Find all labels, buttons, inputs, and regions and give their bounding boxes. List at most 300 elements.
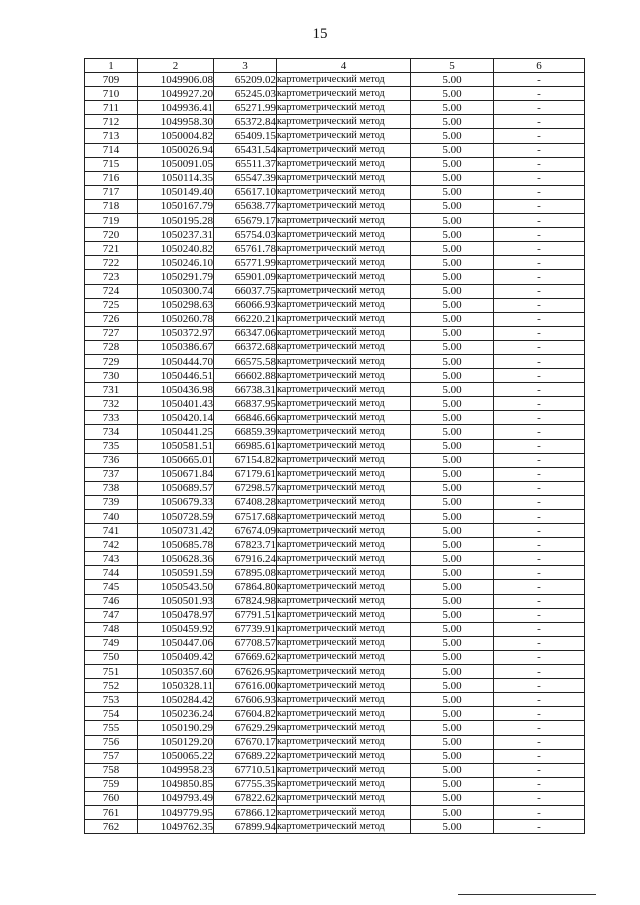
x-coordinate-cell: 1050149.40 <box>138 185 214 199</box>
y-coordinate-cell: 65901.09 <box>214 270 277 284</box>
note-cell: - <box>494 820 585 834</box>
column-header: 5 <box>411 59 494 73</box>
y-coordinate-cell: 67604.82 <box>214 707 277 721</box>
note-cell: - <box>494 284 585 298</box>
table-row <box>85 87 585 101</box>
method-cell: картометрический метод <box>277 693 411 707</box>
point-number-cell: 718 <box>85 199 138 213</box>
table-row <box>85 298 585 312</box>
method-cell: картометрический метод <box>277 397 411 411</box>
method-cell: картометрический метод <box>277 622 411 636</box>
table-header-row <box>85 59 585 73</box>
table-row <box>85 256 585 270</box>
point-number-cell: 761 <box>85 805 138 819</box>
accuracy-cell: 5.00 <box>411 171 494 185</box>
method-cell: картометрический метод <box>277 650 411 664</box>
method-cell: картометрический метод <box>277 411 411 425</box>
method-cell: картометрический метод <box>277 115 411 129</box>
table-row <box>85 326 585 340</box>
method-cell: картометрический метод <box>277 763 411 777</box>
x-coordinate-cell: 1049927.20 <box>138 87 214 101</box>
table-row <box>85 270 585 284</box>
table-row <box>85 566 585 580</box>
point-number-cell: 758 <box>85 763 138 777</box>
table-row <box>85 453 585 467</box>
note-cell: - <box>494 199 585 213</box>
y-coordinate-cell: 67916.24 <box>214 552 277 566</box>
y-coordinate-cell: 67708.57 <box>214 636 277 650</box>
y-coordinate-cell: 65754.03 <box>214 228 277 242</box>
accuracy-cell: 5.00 <box>411 298 494 312</box>
x-coordinate-cell: 1050240.82 <box>138 242 214 256</box>
y-coordinate-cell: 67408.28 <box>214 495 277 509</box>
x-coordinate-cell: 1049779.95 <box>138 805 214 819</box>
accuracy-cell: 5.00 <box>411 524 494 538</box>
method-cell: картометрический метод <box>277 312 411 326</box>
column-header: 1 <box>85 59 138 73</box>
page-number: 15 <box>312 26 328 42</box>
table-row <box>85 185 585 199</box>
method-cell: картометрический метод <box>277 552 411 566</box>
x-coordinate-cell: 1050300.74 <box>138 284 214 298</box>
note-cell: - <box>494 636 585 650</box>
x-coordinate-cell: 1050581.51 <box>138 439 214 453</box>
y-coordinate-cell: 66372.68 <box>214 340 277 354</box>
point-number-cell: 726 <box>85 312 138 326</box>
y-coordinate-cell: 67824.98 <box>214 594 277 608</box>
method-cell: картометрический метод <box>277 439 411 453</box>
y-coordinate-cell: 67710.51 <box>214 763 277 777</box>
y-coordinate-cell: 67154.82 <box>214 453 277 467</box>
table-row <box>85 115 585 129</box>
x-coordinate-cell: 1050679.33 <box>138 495 214 509</box>
x-coordinate-cell: 1049936.41 <box>138 101 214 115</box>
table-row <box>85 467 585 481</box>
point-number-cell: 756 <box>85 735 138 749</box>
point-number-cell: 711 <box>85 101 138 115</box>
x-coordinate-cell: 1050401.43 <box>138 397 214 411</box>
method-cell: картометрический метод <box>277 510 411 524</box>
x-coordinate-cell: 1050284.42 <box>138 693 214 707</box>
point-number-cell: 728 <box>85 340 138 354</box>
y-coordinate-cell: 65547.39 <box>214 171 277 185</box>
x-coordinate-cell: 1050478.97 <box>138 608 214 622</box>
accuracy-cell: 5.00 <box>411 214 494 228</box>
accuracy-cell: 5.00 <box>411 228 494 242</box>
accuracy-cell: 5.00 <box>411 749 494 763</box>
accuracy-cell: 5.00 <box>411 636 494 650</box>
note-cell: - <box>494 242 585 256</box>
point-number-cell: 732 <box>85 397 138 411</box>
note-cell: - <box>494 312 585 326</box>
x-coordinate-cell: 1050065.22 <box>138 749 214 763</box>
point-number-cell: 725 <box>85 298 138 312</box>
point-number-cell: 745 <box>85 580 138 594</box>
y-coordinate-cell: 67755.35 <box>214 777 277 791</box>
x-coordinate-cell: 1050420.14 <box>138 411 214 425</box>
table-row <box>85 552 585 566</box>
point-number-cell: 753 <box>85 693 138 707</box>
method-cell: картометрический метод <box>277 354 411 368</box>
accuracy-cell: 5.00 <box>411 820 494 834</box>
y-coordinate-cell: 66602.88 <box>214 369 277 383</box>
table-row <box>85 721 585 735</box>
method-cell: картометрический метод <box>277 594 411 608</box>
method-cell: картометрический метод <box>277 369 411 383</box>
note-cell: - <box>494 171 585 185</box>
column-header: 6 <box>494 59 585 73</box>
y-coordinate-cell: 67629.29 <box>214 721 277 735</box>
point-number-cell: 759 <box>85 777 138 791</box>
method-cell: картометрический метод <box>277 707 411 721</box>
x-coordinate-cell: 1050501.93 <box>138 594 214 608</box>
point-number-cell: 720 <box>85 228 138 242</box>
y-coordinate-cell: 67674.09 <box>214 524 277 538</box>
x-coordinate-cell: 1050195.28 <box>138 214 214 228</box>
accuracy-cell: 5.00 <box>411 425 494 439</box>
point-number-cell: 712 <box>85 115 138 129</box>
note-cell: - <box>494 777 585 791</box>
y-coordinate-cell: 67895.08 <box>214 566 277 580</box>
accuracy-cell: 5.00 <box>411 777 494 791</box>
method-cell: картометрический метод <box>277 820 411 834</box>
accuracy-cell: 5.00 <box>411 73 494 87</box>
point-number-cell: 755 <box>85 721 138 735</box>
x-coordinate-cell: 1050372.97 <box>138 326 214 340</box>
note-cell: - <box>494 665 585 679</box>
table-row <box>85 622 585 636</box>
point-number-cell: 716 <box>85 171 138 185</box>
x-coordinate-cell: 1050260.78 <box>138 312 214 326</box>
x-coordinate-cell: 1050671.84 <box>138 467 214 481</box>
accuracy-cell: 5.00 <box>411 763 494 777</box>
point-number-cell: 719 <box>85 214 138 228</box>
note-cell: - <box>494 143 585 157</box>
x-coordinate-cell: 1049906.08 <box>138 73 214 87</box>
accuracy-cell: 5.00 <box>411 481 494 495</box>
y-coordinate-cell: 65638.77 <box>214 199 277 213</box>
x-coordinate-cell: 1050291.79 <box>138 270 214 284</box>
method-cell: картометрический метод <box>277 284 411 298</box>
note-cell: - <box>494 510 585 524</box>
method-cell: картометрический метод <box>277 636 411 650</box>
table-row <box>85 369 585 383</box>
x-coordinate-cell: 1050731.42 <box>138 524 214 538</box>
note-cell: - <box>494 693 585 707</box>
x-coordinate-cell: 1050328.11 <box>138 679 214 693</box>
point-number-cell: 751 <box>85 665 138 679</box>
table-row <box>85 284 585 298</box>
note-cell: - <box>494 326 585 340</box>
x-coordinate-cell: 1050129.20 <box>138 735 214 749</box>
point-number-cell: 762 <box>85 820 138 834</box>
accuracy-cell: 5.00 <box>411 665 494 679</box>
point-number-cell: 757 <box>85 749 138 763</box>
y-coordinate-cell: 67616.00 <box>214 679 277 693</box>
point-number-cell: 746 <box>85 594 138 608</box>
point-number-cell: 736 <box>85 453 138 467</box>
table-body <box>85 73 585 834</box>
note-cell: - <box>494 157 585 171</box>
accuracy-cell: 5.00 <box>411 439 494 453</box>
y-coordinate-cell: 66738.31 <box>214 383 277 397</box>
method-cell: картометрический метод <box>277 298 411 312</box>
y-coordinate-cell: 65617.10 <box>214 185 277 199</box>
accuracy-cell: 5.00 <box>411 340 494 354</box>
accuracy-cell: 5.00 <box>411 608 494 622</box>
note-cell: - <box>494 524 585 538</box>
method-cell: картометрический метод <box>277 171 411 185</box>
note-cell: - <box>494 101 585 115</box>
x-coordinate-cell: 1049958.30 <box>138 115 214 129</box>
table-row <box>85 199 585 213</box>
note-cell: - <box>494 340 585 354</box>
accuracy-cell: 5.00 <box>411 791 494 805</box>
table-row <box>85 707 585 721</box>
x-coordinate-cell: 1050444.70 <box>138 354 214 368</box>
table-row <box>85 143 585 157</box>
accuracy-cell: 5.00 <box>411 270 494 284</box>
method-cell: картометрический метод <box>277 749 411 763</box>
note-cell: - <box>494 411 585 425</box>
table-row <box>85 214 585 228</box>
y-coordinate-cell: 67179.61 <box>214 467 277 481</box>
note-cell: - <box>494 580 585 594</box>
point-number-cell: 752 <box>85 679 138 693</box>
method-cell: картометрический метод <box>277 242 411 256</box>
accuracy-cell: 5.00 <box>411 157 494 171</box>
accuracy-cell: 5.00 <box>411 369 494 383</box>
table-row <box>85 636 585 650</box>
y-coordinate-cell: 67689.22 <box>214 749 277 763</box>
table-row <box>85 171 585 185</box>
point-number-cell: 710 <box>85 87 138 101</box>
accuracy-cell: 5.00 <box>411 538 494 552</box>
method-cell: картометрический метод <box>277 270 411 284</box>
note-cell: - <box>494 87 585 101</box>
method-cell: картометрический метод <box>277 721 411 735</box>
y-coordinate-cell: 66859.39 <box>214 425 277 439</box>
note-cell: - <box>494 453 585 467</box>
method-cell: картометрический метод <box>277 101 411 115</box>
y-coordinate-cell: 67822.62 <box>214 791 277 805</box>
point-number-cell: 721 <box>85 242 138 256</box>
accuracy-cell: 5.00 <box>411 101 494 115</box>
point-number-cell: 709 <box>85 73 138 87</box>
method-cell: картометрический метод <box>277 256 411 270</box>
y-coordinate-cell: 65409.15 <box>214 129 277 143</box>
accuracy-cell: 5.00 <box>411 622 494 636</box>
x-coordinate-cell: 1050167.79 <box>138 199 214 213</box>
table-row <box>85 820 585 834</box>
note-cell: - <box>494 383 585 397</box>
x-coordinate-cell: 1050441.25 <box>138 425 214 439</box>
x-coordinate-cell: 1050298.63 <box>138 298 214 312</box>
accuracy-cell: 5.00 <box>411 805 494 819</box>
accuracy-cell: 5.00 <box>411 552 494 566</box>
accuracy-cell: 5.00 <box>411 566 494 580</box>
table-row <box>85 679 585 693</box>
note-cell: - <box>494 721 585 735</box>
x-coordinate-cell: 1050246.10 <box>138 256 214 270</box>
point-number-cell: 715 <box>85 157 138 171</box>
accuracy-cell: 5.00 <box>411 735 494 749</box>
table-row <box>85 735 585 749</box>
y-coordinate-cell: 65771.99 <box>214 256 277 270</box>
point-number-cell: 734 <box>85 425 138 439</box>
x-coordinate-cell: 1050543.50 <box>138 580 214 594</box>
table-row <box>85 439 585 453</box>
point-number-cell: 713 <box>85 129 138 143</box>
method-cell: картометрический метод <box>277 425 411 439</box>
note-cell: - <box>494 354 585 368</box>
table-row <box>85 693 585 707</box>
point-number-cell: 754 <box>85 707 138 721</box>
accuracy-cell: 5.00 <box>411 467 494 481</box>
accuracy-cell: 5.00 <box>411 721 494 735</box>
point-number-cell: 747 <box>85 608 138 622</box>
accuracy-cell: 5.00 <box>411 707 494 721</box>
point-number-cell: 749 <box>85 636 138 650</box>
point-number-cell: 735 <box>85 439 138 453</box>
point-number-cell: 739 <box>85 495 138 509</box>
accuracy-cell: 5.00 <box>411 354 494 368</box>
x-coordinate-cell: 1050436.98 <box>138 383 214 397</box>
y-coordinate-cell: 67823.71 <box>214 538 277 552</box>
accuracy-cell: 5.00 <box>411 495 494 509</box>
column-header: 2 <box>138 59 214 73</box>
accuracy-cell: 5.00 <box>411 411 494 425</box>
y-coordinate-cell: 65271.99 <box>214 101 277 115</box>
method-cell: картометрический метод <box>277 453 411 467</box>
accuracy-cell: 5.00 <box>411 256 494 270</box>
method-cell: картометрический метод <box>277 679 411 693</box>
point-number-cell: 743 <box>85 552 138 566</box>
table-row <box>85 510 585 524</box>
accuracy-cell: 5.00 <box>411 312 494 326</box>
x-coordinate-cell: 1050026.94 <box>138 143 214 157</box>
method-cell: картометрический метод <box>277 129 411 143</box>
note-cell: - <box>494 763 585 777</box>
note-cell: - <box>494 481 585 495</box>
x-coordinate-cell: 1050446.51 <box>138 369 214 383</box>
note-cell: - <box>494 115 585 129</box>
note-cell: - <box>494 791 585 805</box>
note-cell: - <box>494 369 585 383</box>
table-row <box>85 749 585 763</box>
note-cell: - <box>494 270 585 284</box>
note-cell: - <box>494 594 585 608</box>
x-coordinate-cell: 1050190.29 <box>138 721 214 735</box>
point-number-cell: 722 <box>85 256 138 270</box>
table-row <box>85 777 585 791</box>
x-coordinate-cell: 1050237.31 <box>138 228 214 242</box>
method-cell: картометрический метод <box>277 326 411 340</box>
note-cell: - <box>494 707 585 721</box>
x-coordinate-cell: 1050004.82 <box>138 129 214 143</box>
note-cell: - <box>494 679 585 693</box>
accuracy-cell: 5.00 <box>411 87 494 101</box>
note-cell: - <box>494 552 585 566</box>
column-header: 3 <box>214 59 277 73</box>
table-row <box>85 594 585 608</box>
accuracy-cell: 5.00 <box>411 242 494 256</box>
accuracy-cell: 5.00 <box>411 397 494 411</box>
point-number-cell: 724 <box>85 284 138 298</box>
point-number-cell: 738 <box>85 481 138 495</box>
x-coordinate-cell: 1050386.67 <box>138 340 214 354</box>
x-coordinate-cell: 1050689.57 <box>138 481 214 495</box>
method-cell: картометрический метод <box>277 383 411 397</box>
y-coordinate-cell: 66347.06 <box>214 326 277 340</box>
method-cell: картометрический метод <box>277 566 411 580</box>
method-cell: картометрический метод <box>277 665 411 679</box>
coordinates-table <box>84 58 585 834</box>
accuracy-cell: 5.00 <box>411 580 494 594</box>
accuracy-cell: 5.00 <box>411 679 494 693</box>
table-row <box>85 580 585 594</box>
accuracy-cell: 5.00 <box>411 129 494 143</box>
y-coordinate-cell: 67606.93 <box>214 693 277 707</box>
x-coordinate-cell: 1050728.59 <box>138 510 214 524</box>
x-coordinate-cell: 1050591.59 <box>138 566 214 580</box>
table-row <box>85 397 585 411</box>
method-cell: картометрический метод <box>277 791 411 805</box>
accuracy-cell: 5.00 <box>411 199 494 213</box>
y-coordinate-cell: 65511.37 <box>214 157 277 171</box>
x-coordinate-cell: 1050447.06 <box>138 636 214 650</box>
method-cell: картометрический метод <box>277 228 411 242</box>
x-coordinate-cell: 1050685.78 <box>138 538 214 552</box>
method-cell: картометрический метод <box>277 467 411 481</box>
x-coordinate-cell: 1050114.35 <box>138 171 214 185</box>
accuracy-cell: 5.00 <box>411 510 494 524</box>
table-row <box>85 805 585 819</box>
y-coordinate-cell: 67791.51 <box>214 608 277 622</box>
accuracy-cell: 5.00 <box>411 326 494 340</box>
accuracy-cell: 5.00 <box>411 693 494 707</box>
method-cell: картометрический метод <box>277 735 411 749</box>
method-cell: картометрический метод <box>277 340 411 354</box>
note-cell: - <box>494 73 585 87</box>
point-number-cell: 737 <box>85 467 138 481</box>
note-cell: - <box>494 566 585 580</box>
method-cell: картометрический метод <box>277 87 411 101</box>
method-cell: картометрический метод <box>277 495 411 509</box>
method-cell: картометрический метод <box>277 608 411 622</box>
y-coordinate-cell: 66220.21 <box>214 312 277 326</box>
accuracy-cell: 5.00 <box>411 185 494 199</box>
x-coordinate-cell: 1049762.35 <box>138 820 214 834</box>
y-coordinate-cell: 67739.91 <box>214 622 277 636</box>
point-number-cell: 714 <box>85 143 138 157</box>
y-coordinate-cell: 66985.61 <box>214 439 277 453</box>
table-row <box>85 763 585 777</box>
point-number-cell: 730 <box>85 369 138 383</box>
y-coordinate-cell: 65679.17 <box>214 214 277 228</box>
table-row <box>85 101 585 115</box>
table-row <box>85 524 585 538</box>
table-row <box>85 495 585 509</box>
note-cell: - <box>494 185 585 199</box>
table-row <box>85 411 585 425</box>
point-number-cell: 741 <box>85 524 138 538</box>
accuracy-cell: 5.00 <box>411 284 494 298</box>
accuracy-cell: 5.00 <box>411 650 494 664</box>
column-header: 4 <box>277 59 411 73</box>
method-cell: картометрический метод <box>277 524 411 538</box>
note-cell: - <box>494 129 585 143</box>
